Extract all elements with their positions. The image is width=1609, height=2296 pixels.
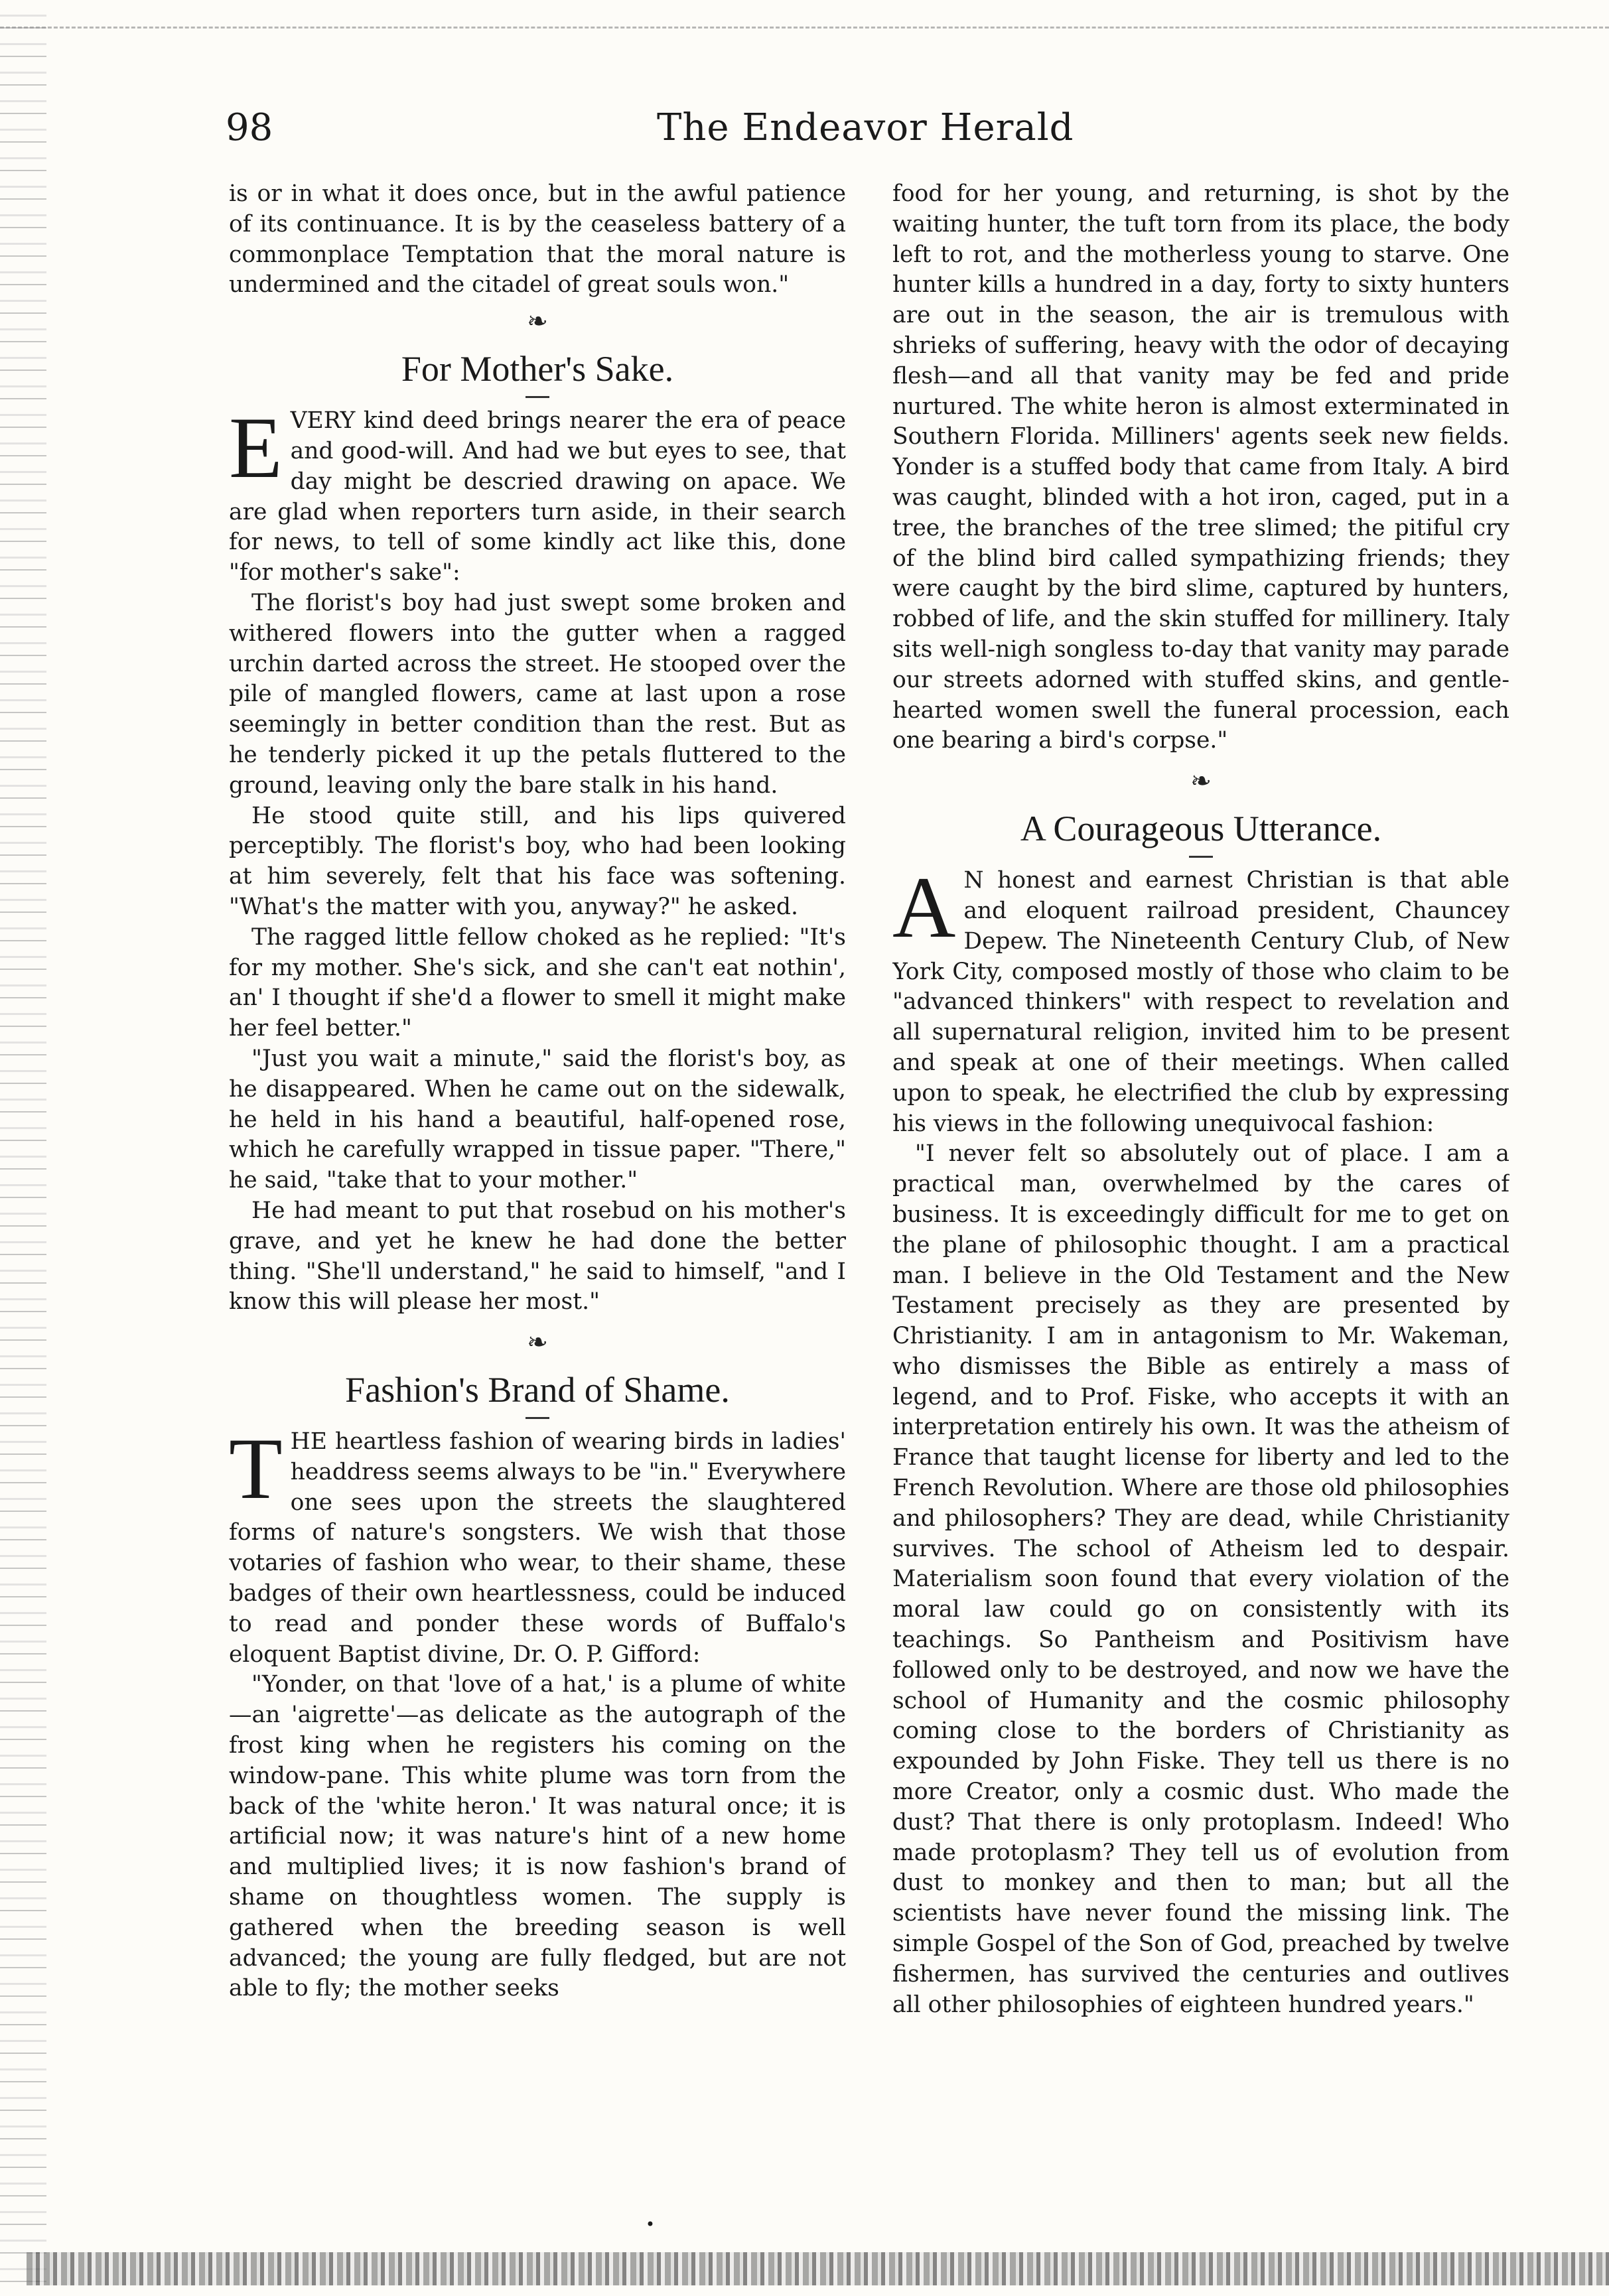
page-number: 98 (226, 106, 273, 149)
article-paragraph: He stood quite still, and his lips quivered perceptibly. The florist's boy, who had been looking at him severely, felt that his face was softening. "What's the matter with you, anyway?" he asked. (229, 802, 846, 920)
scan-edge-top (0, 0, 1609, 29)
running-title: The Endeavor Herald (657, 106, 1074, 149)
article-paragraph: "I never felt so absolutely out of place. I am a practical man, overwhelmed by the cares of business. It is exceedingly difficult for me to get on the plane of philosophic thought. I am a practical man. I believe in the Old Testament and the New Testament precisely as they are presented by Christianity. I am in antagonism to Mr. Wakeman, who dismisses the Bible as entirely a mass of legend, and to Prof. Fiske, who accepts it with an interpretation entirely his own. It was the atheism of France that taught license for liberty and led to the French Revolution. Where are those old philosophies and philosophers? They are dead, while Christianity survives. The school of Atheism led to despair. Materialism soon found that every violation of the moral law could go on consistently with its teachings. So Pantheism and Positivism have followed only to be destroyed, and now we have the school of Humanity and the cosmic philosophy coming close to the borders of Christianity as expounded by John Fiske. They tell us there is no more Creator, only a cosmic dust. Who made the dust? That there is only protoplasm. Indeed! Who made protoplasm? They tell us of evolution from dust to monkey and then to man; but all the scientists have never found the missing link. The simple Gospel of the Son of God, preached by twelve fishermen, has survived the centuries and outlives all other philosophies of eighteen hundred years." (892, 1140, 1509, 2018)
drop-cap: A (892, 858, 956, 957)
title-rule (525, 396, 549, 398)
page-header (226, 106, 1473, 159)
lead-text: VERY kind deed brings nearer the era of peace and good-will. And had we but eyes to see, that day might be descried drawing on apace. We are glad when reporters turn aside, in their search for news, to tell of some kindly act like this, done "for mother's sake": (229, 407, 846, 586)
intro-tail-paragraph: is or in what it does once, but in the awful patience of its continuance. It is by the ceaseless battery of a commonplace Temptation that the moral nature is undermined and the citadel of great souls won." (229, 180, 846, 299)
article-title-mothers-sake: For Mother's Sake. (401, 349, 674, 389)
ornament-divider-icon: ❧ (1190, 766, 1212, 796)
lead-text: HE heartless fashion of wearing birds in ladies' headdress seems always to be "in." Everywhere one sees upon the streets the slaughtered forms of nature's songsters. We wish that those votaries of fashion who wear, to their shame, these badges of their own heartlessness, could be induced to read and ponder these words of Buffalo's eloquent Baptist divine, Dr. O. P. Gifford: (229, 1428, 846, 1668)
article-paragraph: The florist's boy had just swept some broken and withered flowers into the gutter when a ragged urchin darted across the street. He stooped over the pile of mangled flowers, came at last upon a rose seemingly in better condition than the rest. But as he tenderly picked it up the petals fluttered to the ground, leaving only the bare stalk in his hand. (229, 589, 846, 799)
left-column (229, 179, 846, 2216)
article-paragraph: The ragged little fellow choked as he replied: "It's for my mother. She's sick, and she can't eat nothin', an' I thought if she'd a flower to smell it might make her feel better." (229, 923, 846, 1042)
drop-cap: T (229, 1420, 283, 1518)
continuation-paragraph: food for her young, and returning, is shot by the waiting hunter, the tuft torn from its place, the body left to rot, and the motherless young to starve. One hunter kills a hundred in a day, forty to sixty hunters are out in the season, the air is tremulous with shrieks of suffering, heavy with the odor of decaying flesh—and all that vanity may be fed and pride nurtured. The white heron is almost exterminated in Southern Florida. Milliners' agents seek new fields. Yonder is a stuffed body that came from Italy. A bird was caught, blinded with a hot iron, caged, put in a tree, the branches of the tree slimed; the pitiful cry of the blind bird called sympathizing friends; they were caught by the bird slime, captured by hunters, robbed of life, and the skin stuffed for millinery. Italy sits well-nigh songless to-day that vanity may parade our streets adorned with stuffed skins, and gentle-hearted women swell the funeral procession, each one bearing a bird's corpse." (892, 180, 1509, 754)
article-lead-paragraph (229, 1420, 846, 1670)
article-lead-paragraph (892, 858, 1509, 1139)
article-paragraph: He had meant to put that rosebud on his mother's grave, and yet he knew he had done the better thing. "She'll understand," he said to himself, "and I know this will please her most." (229, 1197, 846, 1316)
article-paragraph: "Just you wait a minute," said the florist's boy, as he disappeared. When he came out on the sidewalk, he held in his hand a beautiful, half-opened rose, which he carefully wrapped in tissue paper. "There," he said, "take that to your mother." (229, 1045, 846, 1194)
right-column (892, 179, 1509, 2216)
article-paragraph: "Yonder, on that 'love of a hat,' is a plume of white—an 'aigrette'—as delicate as the autograph of the frost king when he registers his coming on the window-pane. This white plume was torn from the back of the 'white heron.' It was natural once; it is artificial now; it was nature's hint of a new home and multiplied lives; it is now fashion's brand of shame on thoughtless women. The supply is gathered when the breeding season is well advanced; the young are fully fledged, but are not able to fly; the mother seeks (229, 1671, 846, 2002)
scan-edge-bottom (27, 2252, 1609, 2285)
drop-cap: E (229, 399, 283, 497)
ornament-divider-icon: ❧ (527, 1327, 548, 1357)
title-rule (525, 1417, 549, 1419)
footer-bullet-icon: • (645, 2215, 656, 2234)
scan-edge-left (0, 0, 46, 2296)
article-lead-paragraph (229, 399, 846, 588)
article-title-courageous-utterance: A Courageous Utterance. (1020, 809, 1382, 849)
article-title-fashions-brand: Fashion's Brand of Shame. (345, 1370, 730, 1410)
ornament-divider-icon: ❧ (527, 306, 548, 336)
lead-text: N honest and earnest Christian is that able and eloquent railroad president, Chauncey Depew. The Nineteenth Century Club, of New York City, composed mostly of those who claim to be "advanced thinkers" with respect to revelation and all supernatural religion, invited him to be present and speak at one of their meetings. When called upon to speak, he electrified the club by expressing his views in the following unequivocal fashion: (892, 867, 1509, 1137)
title-rule (1189, 856, 1213, 858)
